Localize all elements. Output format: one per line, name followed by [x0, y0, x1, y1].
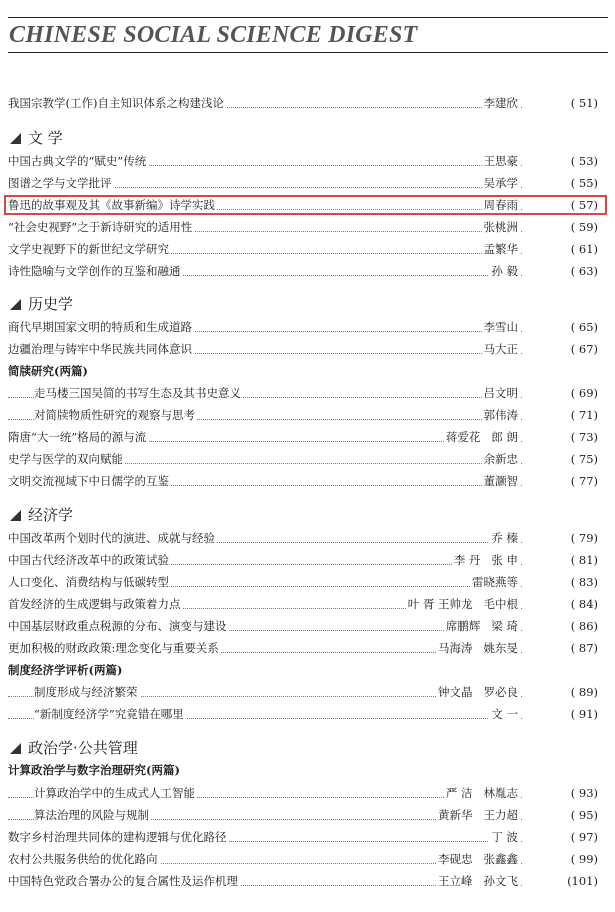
toc-entry-page: ( 69)	[522, 385, 598, 402]
toc-entry-page: ( 63)	[522, 263, 598, 280]
toc-entry-author: 张鑫鑫	[483, 852, 518, 866]
toc-entry-title: 中国古代经济改革中的政策试验	[8, 553, 169, 567]
toc-entry-title: 对简牍物质性研究的观察与思考	[34, 408, 195, 422]
toc-entry-page: ( 73)	[522, 429, 598, 446]
toc-entry-author-first: 马海涛	[438, 641, 473, 655]
toc-entry-title: 诗性隐喻与文学创作的互鉴和融通	[8, 264, 181, 278]
toc-entry-page: ( 99)	[522, 851, 598, 868]
toc-entry-page: ( 65)	[522, 319, 598, 336]
toc-entry-title: 走马楼三国吴简的书写生态及其书史意义	[34, 386, 241, 400]
toc-entry-author: 孟繁华	[483, 242, 518, 256]
toc-entry-page: ( 81)	[522, 552, 598, 569]
header-bottom-rule	[8, 52, 608, 53]
toc-entry-author: 张桃洲	[483, 220, 518, 234]
toc-entry-author: 周春雨	[483, 198, 518, 212]
toc-entry-page: ( 67)	[522, 341, 598, 358]
toc-entry-title: 边疆治理与铸牢中华民族共同体意识	[8, 342, 192, 356]
toc-entry[interactable]	[8, 385, 598, 402]
toc-entry-author: 孙 毅	[491, 264, 518, 278]
toc-entry-title: 商代早期国家文明的特质和生成道路	[8, 320, 192, 334]
toc-entry-author: 林胤志	[483, 786, 518, 800]
toc-entry[interactable]	[8, 407, 598, 424]
toc-entry-author-first: 蒋爱花	[445, 430, 481, 444]
toc-entry-author: 李雪山	[483, 320, 518, 334]
toc-entry[interactable]	[8, 640, 598, 657]
subsection-heading: 计算政治学与数字治理研究(两篇)	[8, 763, 180, 777]
toc-entry-author-group	[444, 429, 520, 446]
section-triangle-icon	[10, 133, 21, 144]
toc-entry[interactable]	[8, 829, 598, 846]
toc-entry-page: ( 91)	[522, 706, 598, 723]
toc-entry-author: 丁 波	[491, 830, 518, 844]
toc-entry[interactable]	[8, 873, 598, 890]
toc-entry[interactable]	[8, 574, 598, 591]
toc-entry-page: ( 95)	[522, 807, 598, 824]
toc-entry[interactable]	[8, 153, 598, 170]
toc-entry-author-group	[436, 684, 520, 701]
toc-entry-title: 我国宗教学(工作)自主知识体系之构建浅论	[8, 96, 224, 110]
toc-entry-title: 中国改革两个划时代的演进、成就与经验	[8, 531, 215, 545]
toc-entry-page: ( 61)	[522, 241, 598, 258]
toc-entry[interactable]	[8, 807, 598, 824]
toc-entry-page: ( 57)	[522, 197, 598, 214]
toc-entry-page: ( 77)	[522, 473, 598, 490]
section-title: 文 学	[28, 129, 63, 147]
section-triangle-icon	[10, 510, 21, 521]
subsection-heading: 简牍研究(两篇)	[8, 364, 88, 378]
toc-entry-author: 王思豪	[483, 154, 518, 168]
toc-entry-title: “新制度经济学”究竟错在哪里	[34, 707, 184, 721]
toc-entry-page: ( 59)	[522, 219, 598, 236]
toc-entry-page: ( 75)	[522, 451, 598, 468]
toc-entry-author-group	[444, 618, 520, 635]
toc-entry[interactable]	[8, 451, 598, 468]
toc-entry[interactable]	[8, 241, 598, 258]
toc-entry-author: 余新忠	[483, 452, 518, 466]
toc-entry-title: 史学与医学的双向赋能	[8, 452, 123, 466]
toc-entry-author-first: 李砚忠	[438, 852, 473, 866]
toc-entry-page: ( 83)	[522, 574, 598, 591]
toc-entry-page: ( 53)	[522, 153, 598, 170]
toc-entry[interactable]	[8, 341, 598, 358]
toc-entry-author-group	[436, 851, 520, 868]
toc-entry-title: 农村公共服务供给的优化路向	[8, 852, 158, 866]
toc-entry[interactable]	[8, 530, 598, 547]
toc-entry-page: ( 55)	[522, 175, 598, 192]
toc-entry-title: 文学史视野下的新世纪文学研究	[8, 242, 169, 256]
toc-entry-page: ( 93)	[522, 785, 598, 802]
toc-entry-author-group	[452, 552, 520, 569]
toc-entry-author: 孙文飞	[483, 874, 518, 888]
toc-entry-title: 中国基层财政重点税源的分布、演变与建设	[8, 619, 227, 633]
toc-entry-page: ( 84)	[522, 596, 598, 613]
toc-entry[interactable]	[8, 95, 598, 112]
toc-entry-page: ( 71)	[522, 407, 598, 424]
toc-entry[interactable]	[8, 706, 598, 723]
header-top-rule	[8, 17, 608, 18]
toc-entry-author: 梁 琦	[491, 619, 518, 633]
toc-entry[interactable]	[8, 319, 598, 336]
toc-entry-author-group	[436, 640, 520, 657]
toc-entry-author: 董灏智	[483, 474, 518, 488]
toc-entry-author-first: 席鹏辉	[445, 619, 481, 633]
toc-entry-title: 文明交流视域下中日儒学的互鉴	[8, 474, 169, 488]
toc-entry-title: “社会史视野”之于新诗研究的适用性	[8, 220, 193, 234]
toc-entry-author: 文 一	[491, 707, 518, 721]
toc-entry-author-group	[436, 807, 520, 824]
toc-entry-author: 张 申	[491, 553, 518, 567]
section-title: 经济学	[28, 506, 74, 524]
section-title: 历史学	[28, 295, 74, 313]
toc-entry-author-group	[436, 873, 520, 890]
toc-entry[interactable]	[8, 552, 598, 569]
toc-entry[interactable]	[8, 473, 598, 490]
toc-entry-page: ( 51)	[522, 95, 598, 112]
toc-entry-author-first: 叶 胥 王帅龙	[407, 597, 473, 611]
toc-entry-author: 雷晓燕等	[472, 575, 518, 589]
toc-entry-highlighted[interactable]	[8, 197, 598, 214]
toc-entry-page: ( 79)	[522, 530, 598, 547]
toc-entry[interactable]	[8, 263, 598, 280]
toc-entry[interactable]	[8, 618, 598, 635]
toc-entry[interactable]	[8, 429, 598, 446]
toc-entry-author: 乔 榛	[491, 531, 518, 545]
toc-entry-author: 王力超	[483, 808, 518, 822]
toc-entry-page: ( 86)	[522, 618, 598, 635]
toc-entry-title: 人口变化、消费结构与低碳转型	[8, 575, 169, 589]
toc-entry-author: 郎 朗	[491, 430, 518, 444]
toc-entry-author: 郭伟涛	[483, 408, 518, 422]
toc-entry-title: 图谱之学与文学批评	[8, 176, 112, 190]
section-triangle-icon	[10, 299, 21, 310]
toc-entry-title: 计算政治学中的生成式人工智能	[34, 786, 195, 800]
toc-entry-author: 罗必良	[483, 685, 518, 699]
toc-entry-author: 吴承学	[483, 176, 518, 190]
toc-entry-title: 更加积极的财政政策:理念变化与重要关系	[8, 641, 219, 655]
toc-entry[interactable]	[8, 785, 598, 802]
toc-entry-page: (101)	[522, 873, 598, 890]
toc-entry-author-first: 黄新华	[438, 808, 473, 822]
toc-entry-page: ( 97)	[522, 829, 598, 846]
toc-entry-title: 隋唐“大一统”格局的源与流	[8, 430, 147, 444]
toc-entry-page: ( 89)	[522, 684, 598, 701]
masthead-title: CHINESE SOCIAL SCIENCE DIGEST	[9, 22, 418, 48]
toc-entry-title: 数字乡村治理共同体的建构逻辑与优化路径	[8, 830, 227, 844]
section-title: 政治学·公共管理	[28, 739, 138, 757]
section-triangle-icon	[10, 743, 21, 754]
toc-entry-title: 算法治理的风险与规制	[34, 808, 149, 822]
toc-entry-author-first: 严 洁	[445, 786, 473, 800]
subsection-heading: 制度经济学评析(两篇)	[8, 663, 123, 677]
toc-entry[interactable]	[8, 596, 598, 613]
toc-entry-title: 首发经济的生成逻辑与政策着力点	[8, 597, 181, 611]
toc-entry-author: 毛中根	[483, 597, 518, 611]
toc-entry-title: 鲁迅的故事观及其《故事新编》诗学实践	[8, 198, 215, 212]
toc-entry-author: 李建欣	[483, 96, 518, 110]
toc-entry-author-first: 王立峰	[438, 874, 473, 888]
toc-entry[interactable]	[8, 851, 598, 868]
toc-entry-title: 制度形成与经济繁荣	[34, 685, 138, 699]
toc-entry-author-group	[406, 596, 520, 613]
toc-entry[interactable]	[8, 219, 598, 236]
toc-entry-author: 马大正	[483, 342, 518, 356]
toc-entry-page: ( 87)	[522, 640, 598, 657]
toc-entry-author: 吕文明	[483, 386, 518, 400]
toc-entry-title: 中国古典文学的“赋史”传统	[8, 154, 147, 168]
toc-entry-title: 中国特色党政合署办公的复合属性及运作机理	[8, 874, 238, 888]
toc-entry[interactable]	[8, 175, 598, 192]
toc-entry-author-first: 李 丹	[453, 553, 481, 567]
toc-entry-author: 姚东旻	[483, 641, 518, 655]
toc-entry-author-group	[444, 785, 520, 802]
toc-entry[interactable]	[8, 684, 598, 701]
toc-entry-author-first: 钟文晶	[438, 685, 473, 699]
